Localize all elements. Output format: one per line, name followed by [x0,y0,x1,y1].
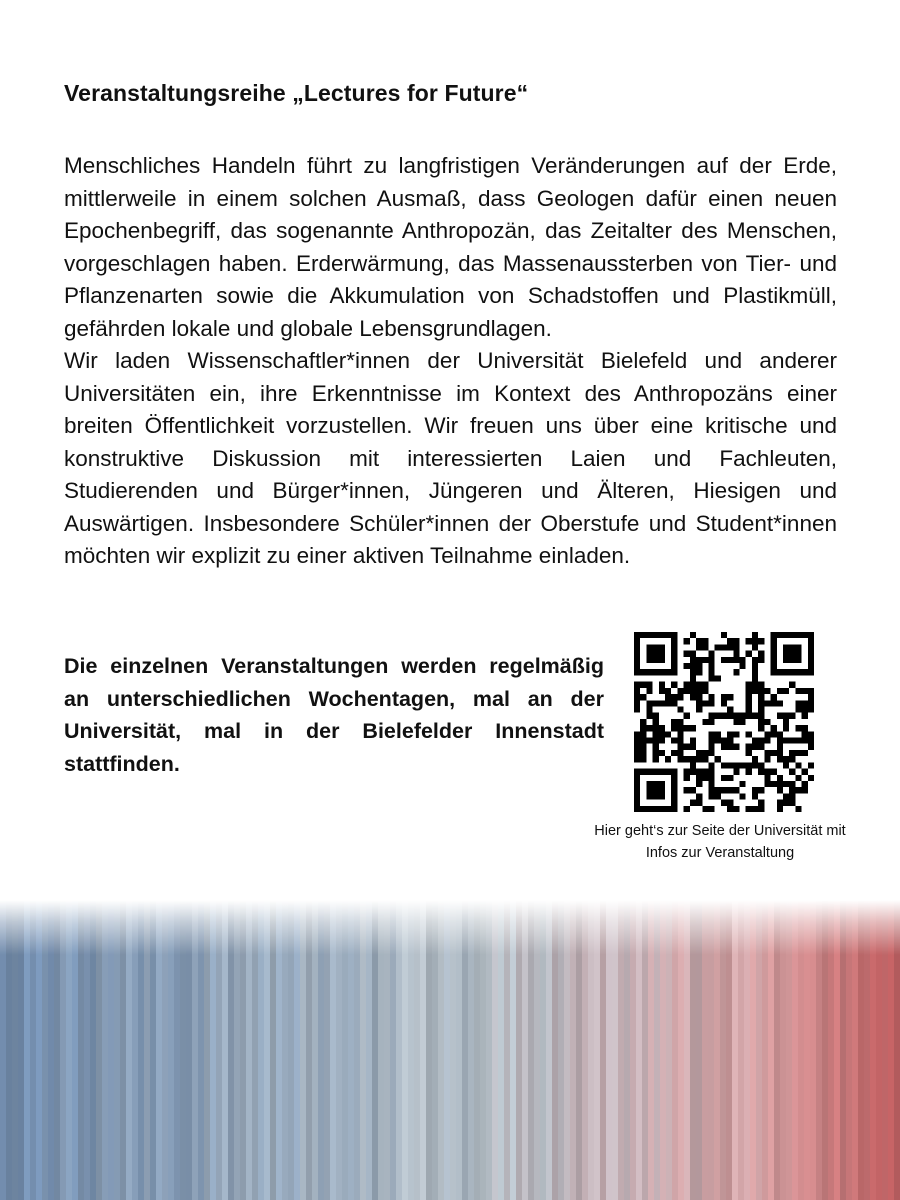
qr-caption-line1: Hier geht‘s zur Seite der Universität mit [594,823,846,839]
body-text [64,150,837,573]
paragraph-invitation: Wir laden Wissenschaftler*innen der Universität Bielefeld und anderer Universitäten ein, ihre Erkenntnisse im Kontext des Anthropozäns einer breiten Öffentlichkeit vorzustellen. Wir freuen uns über eine kritische und konstruktive Diskussion mit interessierten Laien und Fachleuten, Studierenden und Bürger*innen, Jüngeren und Älteren, Hiesigen und Auswärtigen. Insbesondere Schüler*innen der Oberstufe und Student*innen möchten wir explizit zu einer aktiven Teilnahme einladen. [64,348,837,568]
stripes-fade [0,900,900,955]
highlight-text: Die einzelnen Veranstaltungen werden regelmäßig an unterschiedlichen Wochentagen, mal an der Universität, mal in der Bielefelder Innenstadt stattfinden. [64,654,604,776]
qr-caption-line2: Infos zur Veranstaltung [645,845,795,861]
page-title: Veranstaltungsreihe „Lectures for Future“ [64,80,529,106]
qr-modules [634,632,814,812]
qr-caption [560,820,880,864]
paragraph-intro: Menschliches Handeln führt zu langfristigen Veränderungen auf der Erde, mittlerweile in einem solchen Ausmaß, dass Geologen dafür einen neuen Epochenbegriff, das sogenannte Anthropozän, das Zeitalter des Menschen, vorgeschlagen haben. Erderwärmung, das Massenaussterben von Tier- und Pflanzenarten sowie die Akkumulation von Schadstoffen und Plastikmüll, gefährden lokale und globale Lebensgrundlagen. [64,153,837,341]
qr-code-icon[interactable] [634,632,814,812]
